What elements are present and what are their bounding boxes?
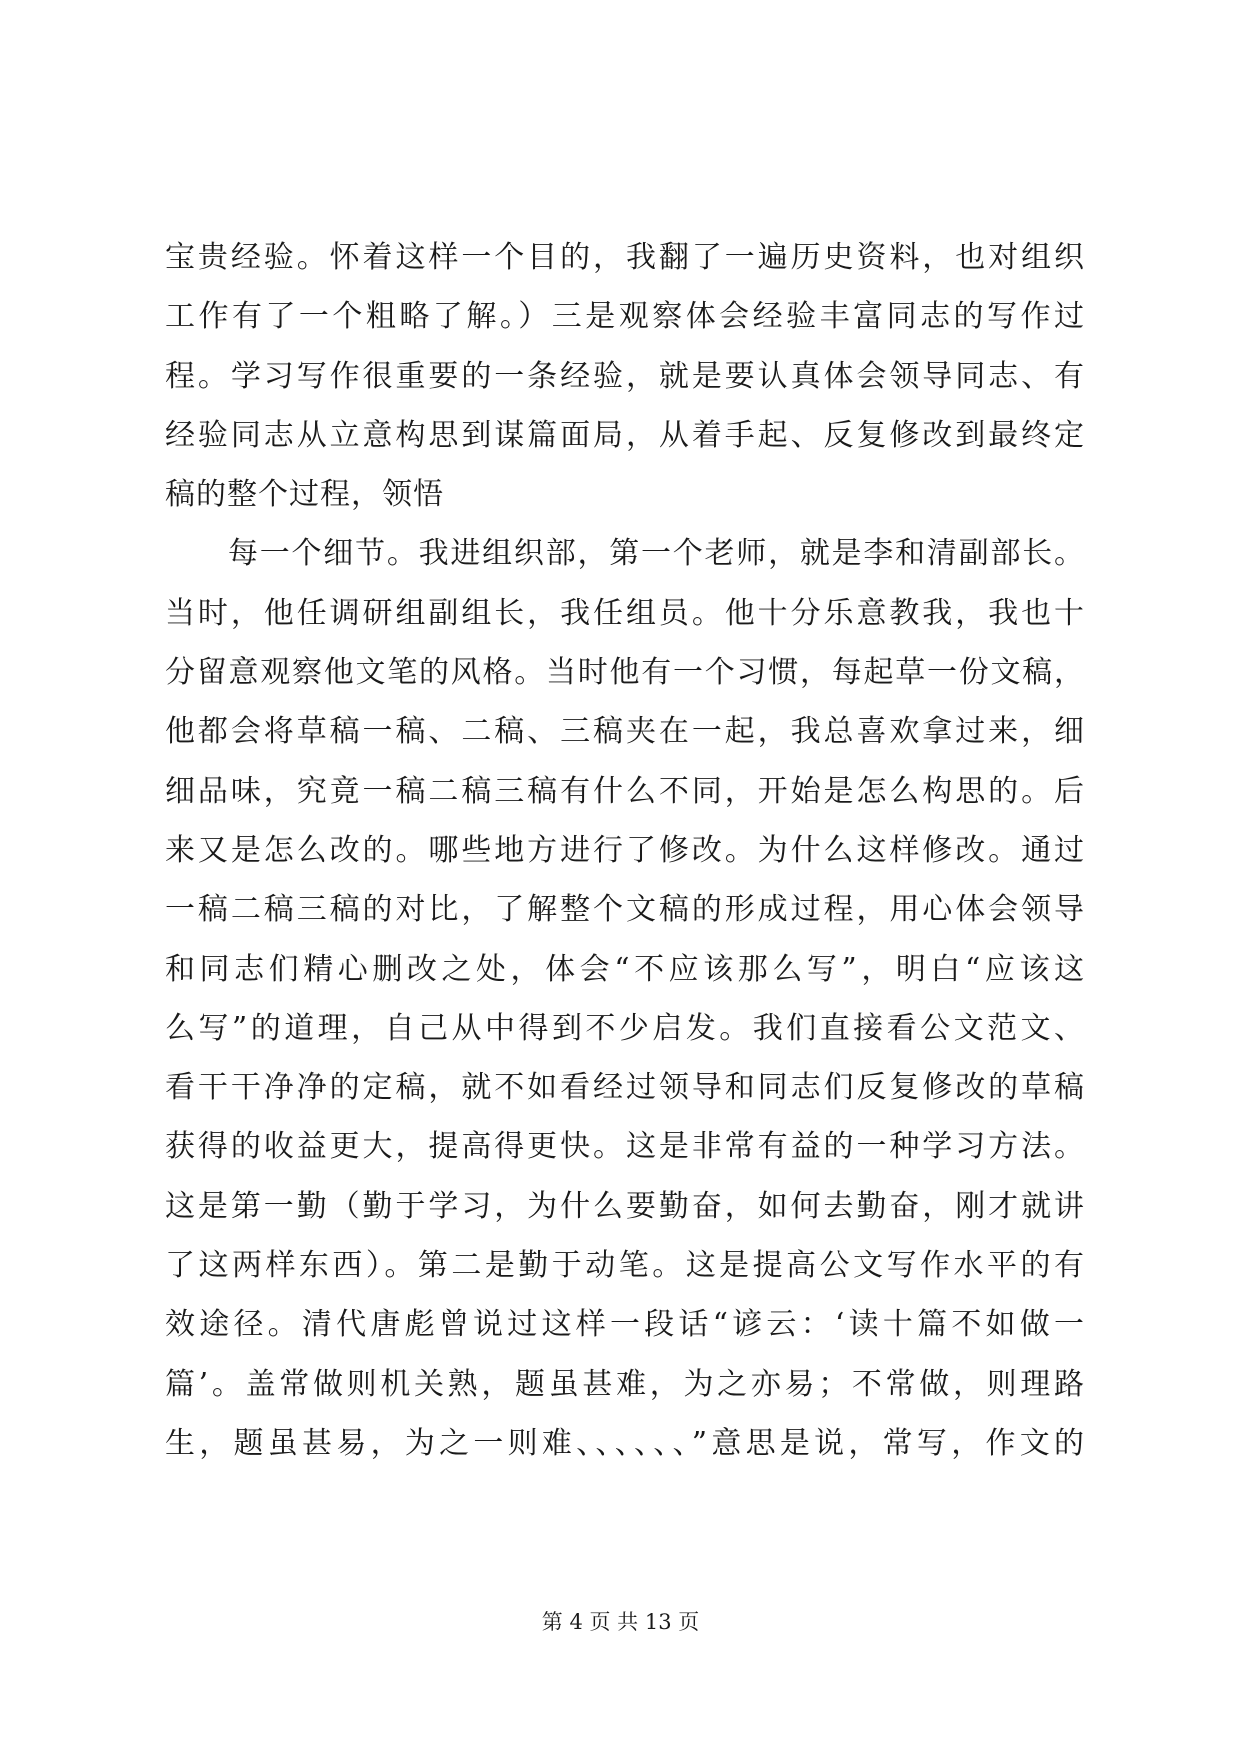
document-body [165,228,1085,1473]
text-line: 来又是怎么改的。哪些地方进行了修改。为什么这样修改。通过 [165,832,1085,868]
text-line: 宝贵经验。怀着这样一个目的，我翻了一遍历史资料，也对组织 [165,240,1085,275]
text-line: 么写”的道理，自己从中得到不少启发。我们直接看公文范文、 [165,1010,1085,1046]
page-number-footer: 第 4 页 共 13 页 [541,1610,700,1634]
text-line: 工作有了一个粗略了解。）三是观察体会经验丰富同志的写作过 [165,299,1085,335]
paragraph-1 [165,228,1085,524]
text-line: 篇’。盖常做则机关熟，题虽甚难，为之亦易；不常做，则理路 [165,1366,1085,1402]
text-line: 生，题虽甚易，为之一则难、、、、、、”意思是说，常写，作文的 [165,1425,1085,1461]
text-line: 当时，他任调研组副组长，我任组员。他十分乐意教我，我也十 [165,595,1085,631]
text-line: 这是第一勤（勤于学习，为什么要勤奋，如何去勤奋，刚才就讲 [165,1188,1085,1224]
text-line: 细品味，究竟一稿二稿三稿有什么不同，开始是怎么构思的。后 [165,773,1085,809]
text-line: 了这两样东西）。第二是勤于动笔。这是提高公文写作水平的有 [165,1248,1085,1284]
text-line: 经验同志从立意构思到谋篇面局，从着手起、反复修改到最终定 [165,417,1085,453]
text-line: 一稿二稿三稿的对比，了解整个文稿的形成过程，用心体会领导 [165,892,1085,928]
text-line: 效途径。清代唐彪曾说过这样一段话“谚云：‘读十篇不如做一 [165,1307,1085,1343]
text-line: 获得的收益更大，提高得更快。这是非常有益的一种学习方法。 [165,1129,1085,1165]
text-line: 看干干净净的定稿，就不如看经过领导和同志们反复修改的草稿 [165,1070,1085,1106]
text-line: 他都会将草稿一稿、二稿、三稿夹在一起，我总喜欢拿过来，细 [165,714,1085,750]
text-line: 稿的整个过程，领悟 [165,477,444,513]
paragraph-2 [165,524,1085,1473]
text-line: 每一个细节。我进组织部，第一个老师，就是李和清副部长。 [228,536,1085,572]
text-line: 和同志们精心删改之处，体会“不应该那么写”，明白“应该这 [165,951,1085,987]
text-line: 分留意观察他文笔的风格。当时他有一个习惯，每起草一份文稿， [165,655,1085,691]
text-line: 程。学习写作很重要的一条经验，就是要认真体会领导同志、有 [165,358,1085,394]
